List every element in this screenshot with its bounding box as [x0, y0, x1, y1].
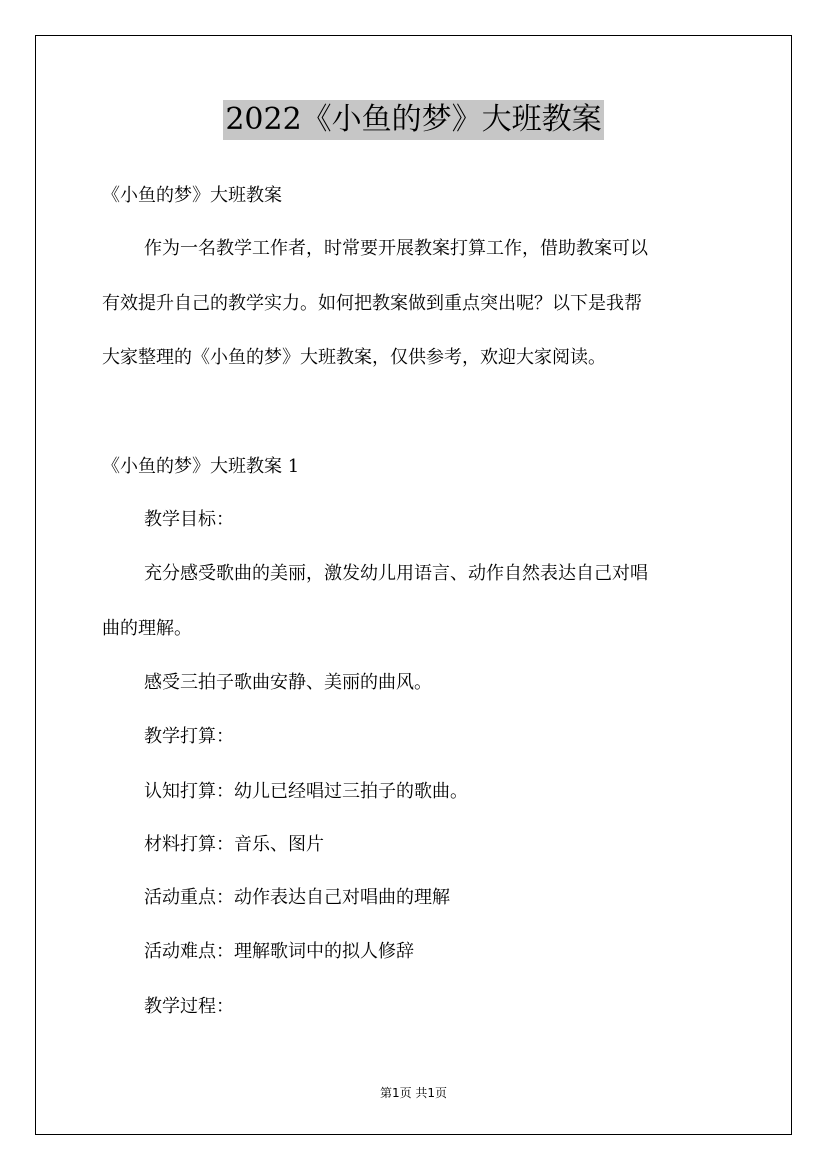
prep-materials: 材料打算：音乐、图片	[144, 834, 324, 855]
goal-2: 感受三拍子歌曲安静、美丽的曲风。	[144, 672, 432, 693]
goal-1-line-1: 充分感受歌曲的美丽，激发幼儿用语言、动作自然表达自己对唱	[144, 563, 648, 584]
intro-line-1: 作为一名教学工作者，时常要开展教案打算工作，借助教案可以	[144, 238, 648, 259]
section-heading: 《小鱼的梦》大班教案 1	[102, 456, 300, 477]
process-label: 教学过程：	[144, 996, 234, 1017]
title-container	[0, 100, 827, 140]
intro-line-3: 大家整理的《小鱼的梦》大班教案，仅供参考，欢迎大家阅读。	[102, 347, 606, 368]
intro-line-2: 有效提升自己的教学实力。如何把教案做到重点突出呢？以下是我帮	[102, 293, 642, 314]
difficulty: 活动难点：理解歌词中的拟人修辞	[144, 941, 414, 962]
document-title: 2022《小鱼的梦》大班教案	[223, 100, 603, 140]
goal-1-line-2: 曲的理解。	[102, 618, 192, 639]
goals-label: 教学目标：	[144, 509, 234, 530]
page-footer: 第1页 共1页	[379, 1086, 448, 1100]
prep-cognitive: 认知打算：幼儿已经唱过三拍子的歌曲。	[144, 781, 468, 802]
prep-label: 教学打算：	[144, 726, 234, 747]
key-point: 活动重点：动作表达自己对唱曲的理解	[144, 887, 450, 908]
document-subtitle: 《小鱼的梦》大班教案	[102, 185, 282, 206]
